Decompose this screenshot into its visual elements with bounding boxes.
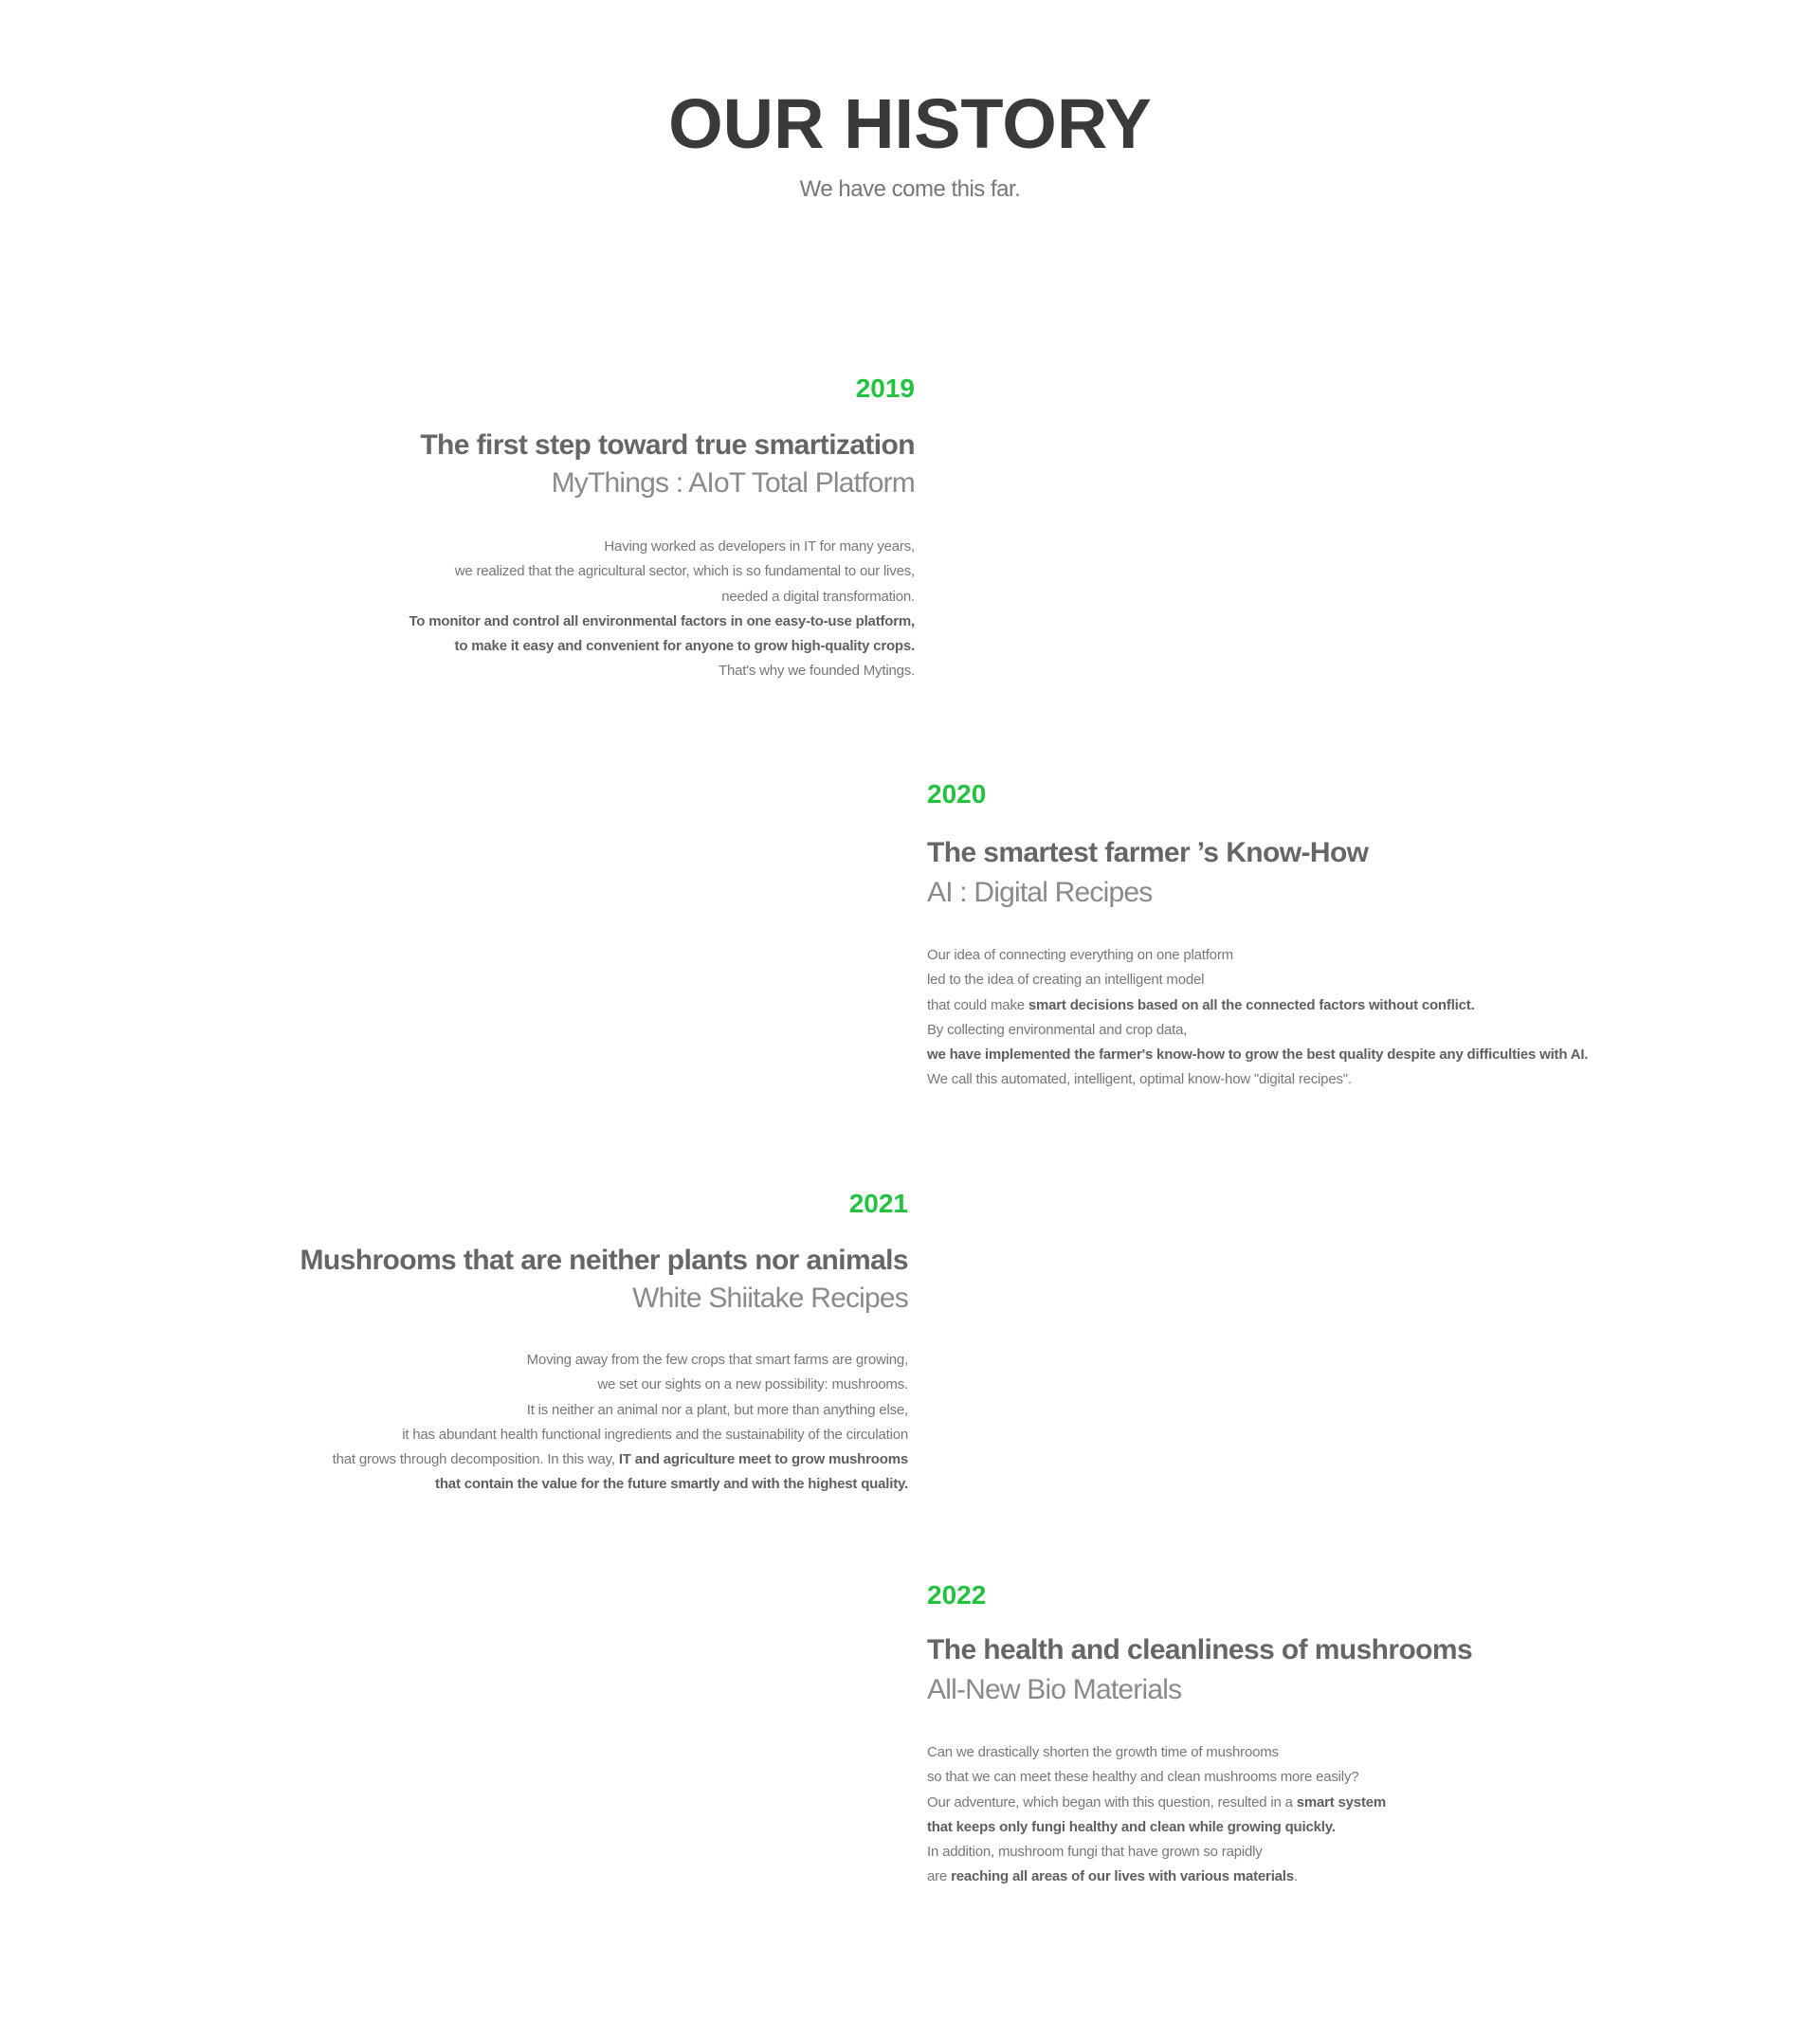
- body-text: Having worked as developers in IT for many years,: [604, 538, 915, 555]
- body-line: [927, 993, 1666, 1018]
- body-line: [226, 1472, 908, 1497]
- entry-body: [232, 535, 915, 684]
- entry-body: [927, 943, 1666, 1093]
- timeline-entry-2022: [927, 1578, 1666, 1890]
- body-text-bold: to make it easy and convenient for anyone to grow high-quality crops.: [454, 638, 915, 655]
- body-text-bold: we have implemented the farmer's know-how to grow the best quality despite any difficulties with AI.: [927, 1046, 1589, 1064]
- body-text: .: [1293, 1868, 1298, 1885]
- timeline-entry-2021: [226, 1187, 908, 1498]
- body-line: [232, 535, 915, 559]
- body-line: [232, 634, 915, 659]
- body-text: By collecting environmental and crop data,: [927, 1021, 1188, 1038]
- entry-subtitle: All-New Bio Materials: [927, 1674, 1182, 1705]
- body-text: we realized that the agricultural sector, which is so fundamental to our lives,: [454, 563, 915, 580]
- entry-subtitle: White Shiitake Recipes: [632, 1283, 908, 1314]
- entry-year: 2019: [855, 373, 915, 403]
- body-text-bold: reaching all areas of our lives with various materials: [951, 1868, 1294, 1885]
- timeline-entry-2019: [232, 372, 915, 684]
- body-line: [232, 610, 915, 634]
- body-text-bold: smart system: [1296, 1793, 1387, 1811]
- body-text: are: [927, 1868, 952, 1885]
- body-line: [226, 1348, 908, 1373]
- body-line: [927, 1815, 1666, 1840]
- body-text: We call this automated, intelligent, optimal know-how "digital recipes".: [927, 1071, 1352, 1088]
- body-text-bold: that contain the value for the future smartly and with the highest quality.: [435, 1476, 908, 1493]
- body-line: [927, 1865, 1666, 1889]
- body-text: that grows through decomposition. In this way,: [332, 1451, 619, 1468]
- entry-body: [927, 1740, 1666, 1890]
- body-line: [927, 1840, 1666, 1865]
- entry-year: 2021: [848, 1189, 908, 1218]
- page-subtitle: We have come this far.: [799, 176, 1021, 202]
- body-line: [226, 1398, 908, 1423]
- body-text: Our adventure, which began with this question, resulted in a: [927, 1793, 1297, 1811]
- body-text: Can we drastically shorten the growth time of mushrooms: [927, 1744, 1279, 1760]
- entry-title: The first step toward true smartization: [420, 429, 915, 461]
- body-text-bold: IT and agriculture meet to grow mushrooms: [618, 1451, 908, 1468]
- entry-title: The smartest farmer ’s Know-How: [927, 837, 1369, 868]
- body-text-bold: that keeps only fungi healthy and clean while growing quickly.: [927, 1818, 1336, 1835]
- body-line: [927, 1791, 1666, 1815]
- body-text: Our idea of connecting everything on one platform: [927, 947, 1233, 963]
- entry-subtitle: MyThings : AIoT Total Platform: [551, 467, 915, 499]
- body-line: [226, 1373, 908, 1397]
- body-text: needed a digital transformation.: [721, 588, 915, 605]
- body-text: we set our sights on a new possibility: mushrooms.: [597, 1376, 908, 1393]
- body-line: [927, 968, 1666, 992]
- body-line: [226, 1447, 908, 1472]
- body-line: [232, 559, 915, 584]
- body-line: [226, 1423, 908, 1447]
- body-text-bold: To monitor and control all environmental factors in one easy-to-use platform,: [409, 612, 915, 629]
- body-line: [927, 1740, 1666, 1765]
- entry-year: 2022: [927, 1580, 987, 1610]
- body-line: [232, 585, 915, 610]
- body-line: [927, 1067, 1666, 1092]
- body-text: it has abundant health functional ingredients and the sustainability of the circulation: [402, 1426, 908, 1443]
- body-line: [232, 659, 915, 683]
- body-text: It is neither an animal nor a plant, but more than anything else,: [526, 1401, 908, 1418]
- body-text: In addition, mushroom fungi that have grown so rapidly: [927, 1844, 1263, 1861]
- body-text-bold: smart decisions based on all the connected factors without conflict.: [1028, 996, 1475, 1013]
- body-text: That's why we founded Mytings.: [719, 663, 915, 680]
- page-title: OUR HISTORY: [668, 84, 1152, 163]
- body-line: [927, 943, 1666, 968]
- entry-body: [226, 1348, 908, 1498]
- body-text: Moving away from the few crops that smart farms are growing,: [526, 1352, 908, 1368]
- entry-title: The health and cleanliness of mushrooms: [927, 1634, 1473, 1665]
- entry-title: Mushrooms that are neither plants nor animals: [300, 1245, 908, 1276]
- body-line: [927, 1018, 1666, 1043]
- entry-year: 2020: [927, 779, 987, 809]
- body-text: that could make: [927, 996, 1028, 1013]
- body-text: so that we can meet these healthy and clean mushrooms more easily?: [927, 1769, 1359, 1786]
- body-line: [927, 1043, 1666, 1067]
- entry-subtitle: AI : Digital Recipes: [927, 877, 1153, 908]
- timeline-entry-2020: [927, 777, 1666, 1093]
- body-line: [927, 1765, 1666, 1790]
- body-text: led to the idea of creating an intelligent model: [927, 972, 1205, 989]
